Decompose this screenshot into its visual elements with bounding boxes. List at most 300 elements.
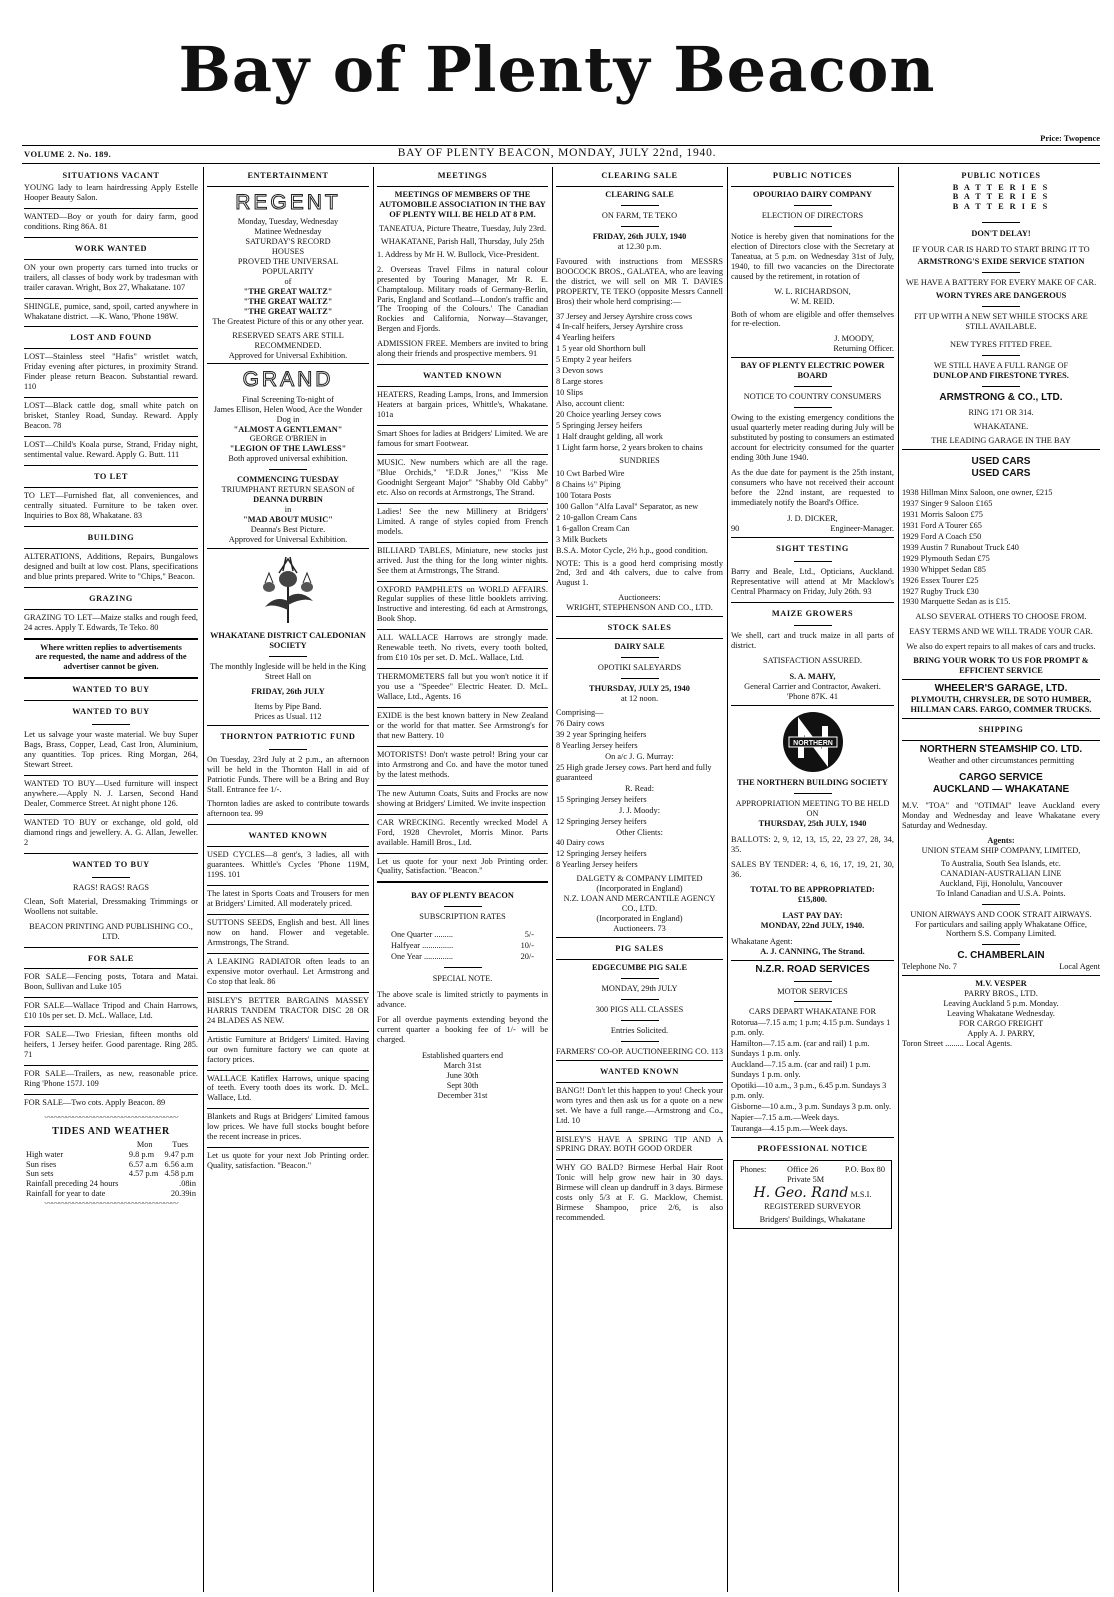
ad-line: Toron Street ......... Local Agents.	[902, 1039, 1013, 1049]
short-rule	[982, 272, 1020, 273]
classified-ad: BISLEY'S BETTER BARGAINS MASSEY HARRIS TANDEM TRACTOR DISC 28 OR 24 BLADES AS NEW.	[207, 995, 369, 1025]
ad-line: FRIDAY, 26th JULY, 1940	[592, 231, 687, 241]
ad-text: We shell, cart and truck maize in all parts of district.	[731, 631, 894, 651]
column-6	[902, 168, 1100, 1592]
section-heading: WANTED KNOWN	[600, 1066, 679, 1076]
divider	[207, 885, 369, 886]
divider	[207, 953, 369, 954]
column-5	[731, 168, 894, 1592]
ad-heading: THE NORTHERN BUILDING SOCIETY	[737, 778, 888, 788]
list-item: 1927 Rugby Truck £30	[902, 586, 979, 596]
ad-line: (Incorporated in England)	[596, 884, 683, 894]
ad-number: 90	[731, 523, 740, 533]
ad-line: Returning Officer.	[833, 344, 894, 354]
table-cell: 6.57 a.m	[128, 1159, 158, 1169]
classified-ad: LOST—Child's Koala purse, Strand, Friday night, sentimental value. Reward. Apply G. Butt. 111	[24, 440, 198, 460]
ad-heading: WANTED TO BUY	[72, 707, 150, 717]
ad-heading: BAY OF PLENTY ELECTRIC POWER BOARD	[740, 361, 885, 381]
list-item: 5 Empty 2 year heifers	[556, 355, 632, 365]
ad-line: Office 26	[787, 1164, 819, 1174]
ad-line: NEW TYRES FITTED FREE.	[949, 340, 1053, 350]
classified-ad: FOR SALE—Wallace Tripod and Chain Harrows, £10 10s per set. D. McL. Wallace, Ltd.	[24, 1001, 198, 1021]
ad-line: PROVED THE UNIVERSAL	[237, 256, 339, 266]
ad-line: Matinee Wednesday	[254, 227, 322, 237]
table-cell: Sun rises	[26, 1159, 57, 1169]
divider	[377, 425, 548, 426]
ad-heading: OPOURIAO DAIRY COMPANY	[752, 189, 873, 199]
ad-text: For all overdue payments extending beyond the current quarter a booking fee of 1/- will be charged.	[377, 1015, 548, 1044]
table-cell: .08in	[179, 1179, 196, 1189]
short-rule	[982, 222, 1020, 223]
timetable-line: Napier—7.15 a.m.—Week days.	[731, 1113, 840, 1122]
divider	[377, 454, 548, 455]
section-heading: SITUATIONS VACANT	[62, 171, 160, 180]
timetable-line: Rotorua—7.15 a.m; 1 p.m; 4.15 p.m. Sundays 1 p.m. only.	[731, 1018, 891, 1038]
ad-line: J. J. Moody:	[618, 805, 661, 815]
ad-line: Final Screening To-night of	[242, 394, 334, 404]
livestock-list	[556, 719, 723, 751]
list-item: 8 Yearling Jersey heifers	[556, 860, 638, 870]
ad-line: Sept 30th	[446, 1080, 479, 1090]
ad-text: Owing to the existing emergency conditions the usual quarterly meter reading during July will be substituted by posting to consumers an estimated account for electricity consumed for the quarter ending 30th June 1940.	[731, 413, 894, 463]
table-cell: 9.47 p.m	[164, 1149, 194, 1159]
column-rule	[203, 167, 204, 1592]
professional-notice-box	[733, 1160, 892, 1230]
divider	[556, 186, 723, 187]
divider	[24, 348, 198, 349]
ad-line: Prices as Usual. 112	[254, 711, 322, 721]
ad-line: For particulars and sailing apply Whakatane Office, Northern S.S. Company Limited.	[915, 919, 1087, 939]
ad-line: Auckland, Fiji, Honolulu, Vancouver	[939, 878, 1063, 888]
section-heading: ENTERTAINMENT	[247, 171, 329, 180]
ad-heading: M.V. VESPER	[975, 979, 1027, 989]
ad-line: THURSDAY, JULY 25, 1940	[589, 684, 690, 694]
regent-theatre-logo: REGENT	[235, 190, 341, 214]
short-rule	[92, 724, 130, 725]
ad-line: TANEATUA, Picture Theatre, Tuesday, July 23rd.	[378, 223, 547, 233]
column-rule	[373, 167, 374, 1592]
short-rule	[982, 306, 1020, 307]
list-item: 1929 Ford A Coach £50	[902, 531, 982, 541]
ad-heading: WHEELER'S GARAGE, LTD.	[934, 683, 1068, 695]
ad-line: The Greatest Picture of this or any other year.	[212, 316, 364, 326]
divider	[731, 537, 894, 538]
ad-text: ADMISSION FREE. Members are invited to bring along their friends and prospective members. 91	[377, 339, 548, 359]
ad-heading: WANTED TO BUY	[72, 859, 150, 869]
divider	[24, 947, 198, 948]
ad-line: Local Agent	[1059, 962, 1100, 972]
ad-line: PARRY BROS., LTD.	[964, 989, 1038, 999]
film-title: "THE GREAT WALTZ"	[243, 306, 333, 316]
short-rule	[444, 967, 482, 968]
ad-line: WHAKATANE.	[973, 422, 1029, 432]
section-heading: CLEARING SALE	[601, 171, 678, 180]
divider	[24, 259, 198, 260]
divider	[24, 298, 198, 299]
list-item: 1 5 year old Shorthorn bull	[556, 344, 646, 354]
divider	[556, 1082, 723, 1083]
ad-line: Entries Solicited.	[610, 1025, 669, 1035]
short-rule	[794, 793, 832, 794]
ad-line: Weather and other circumstances permitting	[927, 756, 1075, 766]
timetable-line: Hamilton—7.15 a.m. (car and rail) 1 p.m. Sundays 1 p.m. only.	[731, 1039, 870, 1059]
divider	[207, 725, 369, 726]
list-item: 10 Slips	[556, 388, 583, 398]
divider	[24, 968, 198, 969]
ad-line: Leaving Auckland 5 p.m. Monday.	[943, 999, 1059, 1009]
classified-ad: TO LET—Furnished flat, all conveniences, and centrally situated. Furniture to be taken over. Inquiries to Box 88, Whakatane. 83	[24, 490, 198, 520]
divider	[377, 746, 548, 747]
short-rule	[269, 749, 307, 750]
timetable-line: Tauranga—4.15 p.m.—Week days.	[731, 1123, 848, 1133]
short-rule	[982, 386, 1020, 387]
ad-line: DUNLOP AND FIRESTONE TYRES.	[933, 371, 1069, 381]
rate-value: 20/-	[520, 952, 534, 962]
classified-ad: USED CYCLES—8 gent's, 3 ladies, all with guarantees. Whittle's Cycles 'Phone 119M, 119S. 101	[207, 850, 369, 880]
ad-line: EASY TERMS AND WE WILL TRADE YOUR CAR.	[909, 627, 1093, 637]
livestock-list	[556, 817, 723, 827]
list-item: 2 10-gallon Cream Cans	[556, 512, 637, 522]
list-item: 10 Cwt Barbed Wire	[556, 468, 625, 478]
short-rule	[92, 877, 130, 878]
section-heading: WANTED KNOWN	[423, 371, 502, 381]
ad-text: Notice is hereby given that nominations for the election of Directors close with the Secretary at Taneatua, at 5 p.m. on Wednesday 31st of July, 1940, to fill two vacancies on the Directorate caused by the retirement, in rotation of	[731, 231, 894, 281]
ad-text: Both of whom are eligible and offer themselves for re-election.	[731, 309, 894, 329]
livestock-list	[556, 795, 723, 805]
divider	[24, 1094, 198, 1095]
classified-ad: LOST—Stainless steel "Hafis" wristlet watch, Friday evening after pictures, in proximity Strand. Finder please return Beacon. Substantial reward. 110	[24, 352, 198, 392]
list-item: 3 Milk Buckets	[556, 534, 608, 544]
ad-line: Established quarters end	[421, 1050, 504, 1060]
classified-ad: Blankets and Rugs at Bridgers' Limited famous low prices. We have full stocks bought before the recent increase in prices.	[207, 1112, 369, 1142]
classified-ad: EXIDE is the best known battery in New Zealand or the world for that matter. See Armstrong's for that new Battery. 10	[377, 711, 548, 740]
ad-line: Phones:	[740, 1164, 767, 1174]
column-rule	[898, 167, 899, 1592]
ad-line: ON FARM, TE TEKO	[601, 210, 678, 220]
ad-line: S. A. MAHY,	[789, 672, 836, 682]
classified-ad: FOR SALE—Two Friesian, fifteen months old heifers, 1 Jersey heifer. Good parentage. Ring 285. 71	[24, 1030, 198, 1060]
list-item: 1 Light farm horse, 2 years broken to chains	[556, 442, 703, 452]
short-rule	[621, 978, 659, 979]
column-1	[24, 168, 198, 1592]
divider	[24, 814, 198, 815]
volume-number: VOLUME 2. No. 189.	[24, 149, 112, 159]
divider	[556, 1159, 723, 1160]
classified-ad: LOST—Black cattle dog, small white patch on brisket, Stanley Road, Sunday. Reward. Apply Beacon. 78	[24, 401, 198, 431]
divider	[24, 326, 198, 327]
classified-ad: HEATERS, Reading Lamps, Irons, and Immersion Heaters at bargain prices, Whittle's, Whakatane. 101a	[377, 390, 548, 420]
list-item: 1939 Austin 7 Runabout Truck £40	[902, 542, 1019, 552]
classified-ad: ON your own property cars turned into trucks or trailers, all classes of body work by tradesman with trailer caravan. Wright, Box 27, Whakatane. 107	[24, 262, 198, 292]
ad-line: THURSDAY, 25th JULY, 1940	[758, 819, 867, 829]
ad-line: R. Read:	[624, 783, 655, 793]
divider	[24, 853, 198, 854]
ad-line: at 12.30 p.m.	[617, 241, 662, 251]
list-item: 1926 Essex Tourer £25	[902, 575, 979, 585]
ad-text: SALES BY TENDER: 4, 6, 16, 17, 19, 21, 30, 36.	[731, 859, 894, 879]
classified-ad: CAR WRECKING. Recently wrecked Model A Ford, 1928 Chevrolet, Morris Minor. Parts available. Hamill Bros., Ltd.	[377, 817, 548, 847]
divider	[377, 814, 548, 815]
ad-heading: SIGHT TESTING	[776, 543, 849, 553]
short-rule	[982, 904, 1020, 905]
ad-line: H. Geo. Rand	[753, 1184, 849, 1201]
ad-text: NOTE: This is a good herd comprising mostly 2nd, 3rd and 4th calvers, due to calve from August 1.	[556, 558, 723, 588]
ad-text: As the due date for payment is the 25th instant, consumers who have not received their account before the 22nd instant, are requested to immediately notify the Board's Office.	[731, 467, 894, 507]
divider	[377, 581, 548, 582]
table-row	[24, 1160, 198, 1170]
sundries-list	[556, 469, 723, 556]
table-cell: 4.58 p.m	[164, 1169, 194, 1179]
ad-line: in	[284, 505, 292, 515]
table-cell: Sun sets	[26, 1169, 54, 1179]
ad-line: J. D. DICKER,	[787, 513, 838, 523]
list-item: 1931 Ford A Tourer £65	[902, 520, 982, 530]
ad-heading: ARMSTRONG & CO., LTD.	[939, 392, 1063, 404]
ad-line: TOTAL TO BE APPROPRIATED:	[750, 884, 875, 894]
list-item: 1 6-gallon Cream Can	[556, 523, 630, 533]
table-cell: High water	[26, 1149, 64, 1159]
ad-line: SATISFACTION ASSURED.	[763, 656, 862, 666]
table-cell: Rainfall preceding 24 hours	[26, 1179, 119, 1189]
surveyor-name	[740, 1185, 885, 1202]
table-row	[24, 1150, 198, 1160]
ad-line: of	[284, 276, 292, 286]
ad-heading: CLEARING SALE	[605, 189, 674, 199]
ad-line: IF YOUR CAR IS HARD TO START BRING IT TO	[912, 244, 1090, 254]
ad-line: UNION STEAM SHIP COMPANY, LIMITED,	[921, 845, 1081, 855]
ad-line: MONDAY, 29th JULY	[601, 983, 678, 993]
short-rule	[621, 226, 659, 227]
divider	[24, 397, 198, 398]
classified-ad: BISLEY'S HAVE A SPRING TIP AND A SPRING DRAY. BOTH GOOD ORDER	[556, 1134, 723, 1154]
classified-ad: A LEAKING RADIATOR often leads to an expensive motor overhaul. Let Armstrong and Co stop that leak. 86	[207, 956, 369, 986]
divider	[24, 237, 198, 238]
list-item: 1938 Hillman Minx Saloon, one owner, £215	[902, 487, 1053, 497]
divider	[377, 364, 548, 365]
short-rule	[794, 561, 832, 562]
divider	[24, 487, 198, 488]
classified-ad: THERMOMETERS fall but you won't notice it if you use a "Speedee" Electric Heater. D. McL. Wallace, Ltd., Agents. 16	[377, 672, 548, 702]
divider	[207, 1147, 369, 1148]
ad-text: Thornton ladies are asked to contribute towards afternoon tea. 99	[207, 799, 369, 819]
section-heading: FOR SALE	[87, 953, 135, 963]
short-rule	[794, 407, 832, 408]
ad-line: Auctioneers. 73	[613, 924, 666, 934]
rate-label: Halfyear ...............	[391, 941, 454, 951]
divider	[207, 186, 369, 187]
divider	[24, 700, 198, 701]
classified-ad: GRAZING TO LET—Maize stalks and rough feed, 24 acres. Apply T. Edwards, Te Teko. 80	[24, 612, 198, 632]
short-rule	[794, 226, 832, 227]
divider	[24, 465, 198, 466]
ad-line: The monthly Ingleside will be held in the King Street Hall on	[210, 661, 366, 681]
classified-ad: FOR SALE—Two cots. Apply Beacon. 89	[24, 1098, 166, 1108]
ad-heading: BAY OF PLENTY BEACON	[411, 891, 514, 901]
ad-line: On a/c J. G. Murray:	[605, 751, 674, 761]
ad-line: June 30th	[446, 1070, 479, 1080]
column-4	[556, 168, 723, 1592]
livestock-list	[556, 312, 723, 399]
short-rule	[269, 656, 307, 657]
divider	[24, 775, 198, 776]
short-rule	[794, 981, 832, 982]
used-cars-list	[902, 488, 1100, 607]
section-heading: TIDES AND WEATHER	[52, 1125, 170, 1137]
livestock-list	[556, 838, 723, 870]
short-rule	[621, 1020, 659, 1021]
divider	[377, 503, 548, 504]
table-row	[24, 1189, 198, 1199]
contact-line	[740, 1165, 885, 1185]
ad-line: December 31st	[437, 1090, 488, 1100]
ad-line: WE HAVE A BATTERY FOR EVERY MAKE OF CAR.	[905, 278, 1097, 288]
ad-line: REGISTERED SURVEYOR	[764, 1201, 861, 1211]
ad-line: A. J. CANNING, The Strand.	[760, 946, 865, 956]
divider	[207, 363, 369, 364]
ad-line: ELECTION OF DIRECTORS	[761, 210, 864, 220]
classified-ad: WANTED TO BUY or exchange, old gold, old diamond rings and jewellery. A. G. Allan, Jeweller. 2	[24, 817, 198, 847]
divider	[731, 602, 894, 603]
divider	[377, 629, 548, 630]
ad-line: THE LEADING GARAGE IN THE BAY	[931, 435, 1071, 445]
ad-line: PLYMOUTH, CHRYSLER, DE SOTO HUMBER, HILLMAN CARS. FARGO, COMMER TRUCKS.	[910, 695, 1092, 715]
ad-line: WE STILL HAVE A FULL RANGE OF	[933, 361, 1069, 371]
list-item: 100 Totara Posts	[556, 490, 612, 500]
ad-line: WHAKATANE, Parish Hall, Thursday, July 25th	[380, 236, 545, 246]
divider	[377, 386, 548, 387]
section-heading: STOCK SALES	[607, 623, 672, 633]
ad-line: SUBSCRIPTION RATES	[419, 912, 506, 922]
film-title: "ALMOST A GENTLEMAN"	[233, 424, 343, 434]
list-item: 1931 Morris Saloon £75	[902, 509, 983, 519]
ad-line: ARMSTRONG'S EXIDE SERVICE STATION	[917, 257, 1085, 267]
classified-ad: WANTED—Boy or youth for dairy farm, good conditions. Ring 86A. 81	[24, 211, 198, 231]
ad-text: BALLOTS: 2, 9, 12, 13, 15, 22, 23 27, 28, 34, 35.	[731, 834, 894, 854]
ad-line: Private 5M	[787, 1174, 825, 1184]
divider	[731, 186, 894, 187]
list-item: 1929 Plymouth Sedan £75	[902, 553, 990, 563]
ad-line: at 12 noon.	[620, 694, 659, 704]
divider	[24, 526, 198, 527]
ad-line: MONDAY, 22nd JULY, 1940.	[760, 920, 865, 930]
divider	[377, 785, 548, 786]
list-item: 8 Yearling Jersey heifers	[556, 740, 638, 750]
divider	[556, 1131, 723, 1132]
ad-line: LAST PAY DAY:	[782, 910, 843, 920]
ad-line: Apply A. J. PARRY,	[967, 1029, 1035, 1039]
section-heading: WANTED KNOWN	[248, 831, 328, 841]
ad-line: BEACON PRINTING AND PUBLISHING CO., LTD.	[29, 921, 193, 941]
ad-line	[731, 524, 894, 534]
ad-line: COMMENCING TUESDAY	[236, 475, 340, 485]
ad-line: BRING YOUR WORK TO US FOR PROMPT & EFFICIENT SERVICE	[913, 656, 1089, 676]
list-item: 1930 Marquette Sedan as is £15.	[902, 597, 1011, 607]
divider	[377, 853, 548, 854]
rate-value: 5/-	[524, 930, 534, 940]
section-heading: WANTED TO BUY	[72, 685, 150, 695]
classified-ad: BILLIARD TABLES, Miniature, new stocks just arrived. Just the thing for the long winter nights. See them at Armstrongs, The Strand.	[377, 545, 548, 575]
timetable-line: Opotiki—10 a.m., 3 p.m., 6.45 p.m. Sundays 3 p.m. only.	[731, 1081, 887, 1101]
ad-heading: USED CARS	[971, 467, 1031, 479]
ad-line: 'Phone 87K. 41	[786, 692, 839, 702]
ad-line: Deanna's Best Picture.	[250, 525, 326, 535]
ad-line: DON'T DELAY!	[971, 228, 1031, 238]
ad-line: Leaving Whakatane Wednesday.	[947, 1009, 1055, 1019]
list-item: 100 Gallon "Alfa Laval" Separator, as new	[556, 501, 699, 511]
divider	[377, 881, 548, 883]
ad-line: General Carrier and Contractor, Awakeri.	[744, 682, 881, 692]
divider	[24, 638, 198, 640]
section-heading: TO LET	[93, 472, 129, 482]
list-item: 3 Devon sows	[556, 366, 604, 376]
northern-building-society-logo	[781, 710, 845, 774]
ad-line: HOUSES	[271, 247, 305, 256]
column-3	[377, 168, 548, 1592]
section-heading: MEETINGS	[437, 171, 488, 180]
short-rule	[982, 355, 1020, 356]
divider	[377, 707, 548, 708]
ad-heading: EDGECUMBE PIG SALE	[592, 963, 687, 972]
classified-ad: The latest in Sports Coats and Trousers for men at Bridgers' Limited. All moderately priced.	[207, 889, 369, 909]
price: Price: Twopence	[1040, 133, 1100, 143]
ad-line: DEANNA DURBIN	[253, 495, 323, 505]
logo-text: NORTHERN	[792, 740, 833, 748]
section-heading: LOST AND FOUND	[70, 333, 152, 343]
list-item: 1930 Whippet Sedan £85	[902, 564, 986, 574]
list-item: 40 Dairy cows	[556, 838, 605, 848]
ad-line: CANADIAN-AUSTRALIAN LINE	[940, 868, 1062, 878]
ad-line: We also do expert repairs to all makes of cars and trucks.	[906, 642, 1096, 652]
ad-line: To Australia, South Sea Islands, etc.	[941, 858, 1061, 868]
short-rule	[444, 906, 482, 907]
divider	[556, 638, 723, 639]
ad-line: Comprising—	[556, 708, 604, 718]
classified-ad: ALL WALLACE Harrows are strongly made. Renewable teeth. No rivets, every tooth bolted, from £10 10s per set. D. McL. Wallace, Ltd.	[377, 633, 548, 663]
header-rule	[22, 145, 1100, 146]
divider	[377, 668, 548, 669]
list-item: 76 Dairy cows	[556, 718, 605, 728]
ad-line: FRIDAY, 26th JULY	[251, 686, 325, 696]
ad-line: (Incorporated in England)	[596, 914, 683, 924]
ad-line: SUNDRIES	[619, 455, 660, 465]
timetable-line: Gisborne—10 a.m., 3 p.m. Sundays 3 p.m. only.	[731, 1102, 892, 1112]
column-header: Tues	[172, 1139, 189, 1149]
column-header: Mon	[136, 1139, 153, 1149]
ad-line: W. M. REID.	[790, 296, 835, 306]
classified-ad: Artistic Furniture at Bridgers' Limited. Having our own furniture factory we can quote at factory prices.	[207, 1034, 369, 1064]
divider	[24, 208, 198, 209]
ad-line: Bridgers' Buildings, Whakatane	[759, 1214, 866, 1224]
divider	[207, 1070, 369, 1071]
classified-ad: YOUNG lady to learn hairdressing Apply Estelle Hooper Beauty Salon.	[24, 182, 198, 202]
divider	[556, 937, 723, 938]
ad-line: DALGETY & COMPANY LIMITED	[576, 874, 703, 884]
ad-line: J. MOODY,	[834, 334, 874, 344]
ad-line: WRIGHT, STEPHENSON AND CO., LTD.	[566, 603, 713, 613]
ad-line: GEORGE O'BRIEN in	[249, 434, 327, 444]
divider	[24, 548, 198, 549]
ad-text: 2. Overseas Travel Films in natural colour presented by Touring Manager, Mr R. E. Champtaloup. Military roads of Germany-Berlin, Paris, England and Scotland—London's traffic and 'The Trooping of the Colours.' The Canadian Rockies and California, Norway—Stavanger, Bergen and Fjords.	[377, 264, 548, 334]
divider	[24, 677, 198, 679]
divider	[24, 1026, 198, 1027]
ad-line: FOR CARGO FREIGHT	[958, 1019, 1044, 1029]
ad-heading: B A T T E R I E S	[952, 182, 1050, 192]
masthead-title: Bay of Plenty Beacon	[178, 33, 936, 106]
ad-line: W. L. RICHARDSON,	[774, 286, 851, 296]
column-rule	[552, 167, 553, 1592]
classified-ad: WALLACE Katiflex Harrows, unique spacing of teeth. Every tooth does its work. D. McL. Wallace, Ltd.	[207, 1073, 369, 1103]
ad-line: James Ellison, Helen Wood, Ace the Wonder Dog in	[213, 404, 363, 424]
